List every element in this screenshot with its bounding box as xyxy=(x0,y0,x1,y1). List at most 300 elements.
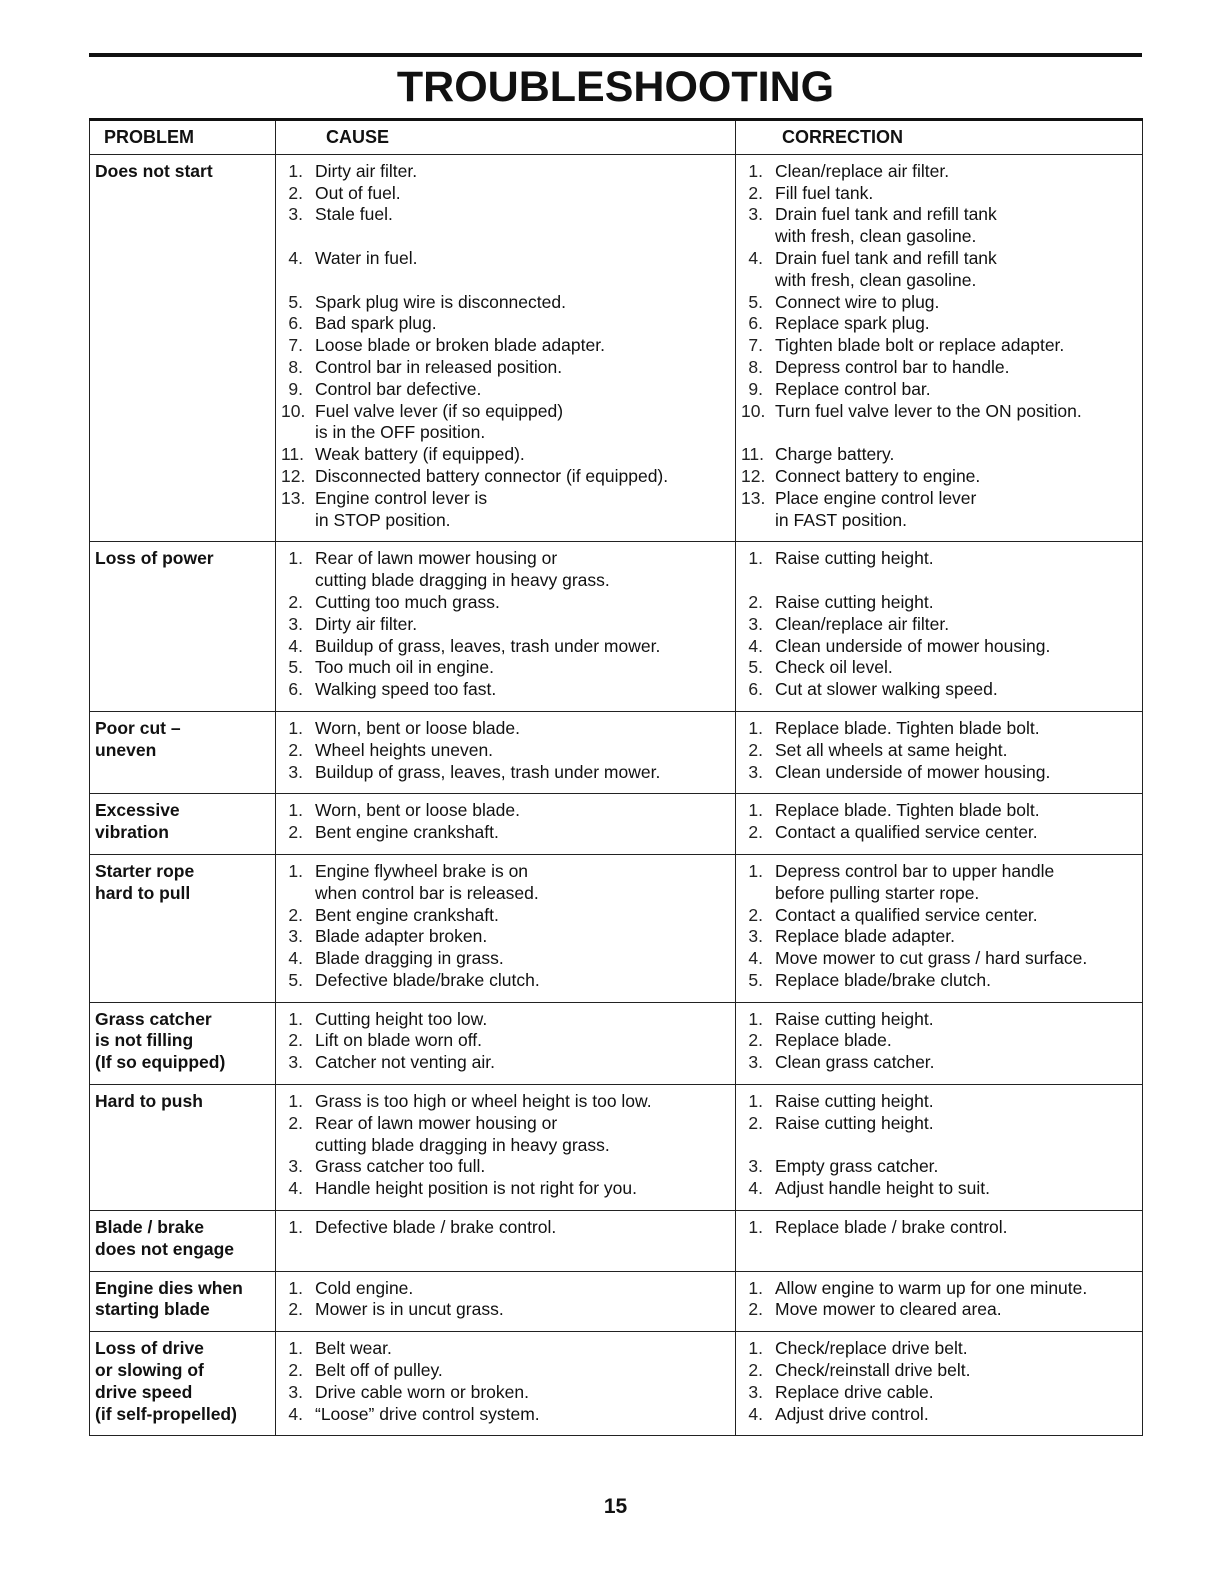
cause-text xyxy=(315,401,729,445)
cause-item xyxy=(281,592,729,614)
text-line: before pulling starter rope. xyxy=(775,882,980,903)
text-line: with fresh, clean gasoline. xyxy=(775,226,977,247)
correction-text xyxy=(775,614,1136,636)
text-line: Clean/replace air filter. xyxy=(775,613,950,634)
text-line: Empty grass catcher. xyxy=(775,1156,939,1177)
correction-item xyxy=(741,1052,1136,1074)
correction-text xyxy=(775,466,1136,488)
cause-list xyxy=(281,548,729,701)
item-number: 1. xyxy=(748,800,763,821)
cause-cell xyxy=(276,711,736,793)
item-number: 1. xyxy=(288,1277,303,1298)
table-row xyxy=(90,794,1143,855)
item-number: 1. xyxy=(288,548,303,569)
item-number: 2. xyxy=(748,1299,763,1320)
item-number: 13. xyxy=(741,487,766,508)
cause-item xyxy=(281,1338,729,1360)
text-line: Raise cutting height. xyxy=(775,1112,934,1133)
text-line: Spark plug wire is disconnected. xyxy=(315,291,566,312)
cause-text xyxy=(315,488,729,532)
text-line: Engine flywheel brake is on xyxy=(315,860,529,881)
cause-text xyxy=(315,762,729,784)
text-line: Cutting too much grass. xyxy=(315,591,500,612)
correction-text xyxy=(775,592,1136,614)
item-number: 5. xyxy=(748,657,763,678)
cause-text xyxy=(315,161,729,183)
correction-item xyxy=(741,161,1136,183)
problem-line: hard to pull xyxy=(95,882,191,903)
item-number: 10. xyxy=(741,400,766,421)
page-title: TROUBLESHOOTING xyxy=(396,63,835,111)
item-number: 6. xyxy=(288,679,303,700)
problem-cell xyxy=(90,854,276,1002)
text-line: Engine control lever is xyxy=(315,487,488,508)
cause-list xyxy=(281,1338,729,1425)
item-number: 1. xyxy=(288,1338,303,1359)
problem-line: (if self-propelled) xyxy=(95,1403,237,1424)
text-line: Catcher not venting air. xyxy=(315,1052,495,1073)
item-number: 3. xyxy=(748,761,763,782)
correction-item xyxy=(741,1009,1136,1031)
correction-text xyxy=(775,926,1136,948)
item-number: 8. xyxy=(288,356,303,377)
item-number: 12. xyxy=(741,465,766,486)
text-line: Cut at slower walking speed. xyxy=(775,679,998,700)
problem-line: Hard to push xyxy=(95,1091,203,1112)
problem-line: Grass catcher xyxy=(95,1008,212,1029)
correction-list xyxy=(741,161,1136,532)
cause-item xyxy=(281,1404,729,1426)
text-line: Water in fuel. xyxy=(315,247,418,268)
cause-list xyxy=(281,1217,729,1239)
table-row xyxy=(90,1271,1143,1332)
correction-cell xyxy=(736,854,1143,1002)
text-line: Adjust handle height to suit. xyxy=(775,1178,991,1199)
correction-item xyxy=(741,357,1136,379)
text-line: Buildup of grass, leaves, trash under mower. xyxy=(315,761,661,782)
text-line: Fuel valve lever (if so equipped) xyxy=(315,400,564,421)
cause-item xyxy=(281,926,729,948)
correction-item xyxy=(741,636,1136,658)
correction-text xyxy=(775,548,1136,592)
cause-text xyxy=(315,1404,729,1426)
item-number: 10. xyxy=(281,400,306,421)
item-number: 5. xyxy=(288,657,303,678)
correction-cell xyxy=(736,1002,1143,1084)
header-problem: PROBLEM xyxy=(90,120,276,155)
text-line: Disconnected battery connector (if equipped). xyxy=(315,465,669,486)
cause-item xyxy=(281,335,729,357)
problem-line: Engine dies when xyxy=(95,1277,243,1298)
item-number: 1. xyxy=(748,548,763,569)
cause-item xyxy=(281,762,729,784)
correction-item xyxy=(741,548,1136,592)
cause-text xyxy=(315,379,729,401)
item-number: 1. xyxy=(748,160,763,181)
cause-list xyxy=(281,800,729,844)
correction-item xyxy=(741,740,1136,762)
table-row xyxy=(90,542,1143,712)
text-line: Depress control bar to handle. xyxy=(775,356,1010,377)
table-row xyxy=(90,154,1143,542)
cause-text xyxy=(315,822,729,844)
correction-item xyxy=(741,800,1136,822)
cause-text xyxy=(315,204,729,248)
correction-text xyxy=(775,1338,1136,1360)
item-number: 1. xyxy=(748,1008,763,1029)
cause-item xyxy=(281,718,729,740)
correction-list xyxy=(741,861,1136,992)
cause-text xyxy=(315,1299,729,1321)
correction-text xyxy=(775,292,1136,314)
text-line xyxy=(315,226,729,248)
cause-cell xyxy=(276,1085,736,1211)
correction-item xyxy=(741,1360,1136,1382)
problem-label xyxy=(95,861,269,905)
text-line: Grass is too high or wheel height is too low. xyxy=(315,1091,652,1112)
text-line: Clean grass catcher. xyxy=(775,1052,935,1073)
text-line xyxy=(775,1135,1136,1157)
cause-text xyxy=(315,926,729,948)
cause-list xyxy=(281,1278,729,1322)
item-number: 8. xyxy=(748,356,763,377)
correction-item xyxy=(741,401,1136,445)
correction-item xyxy=(741,1178,1136,1200)
item-number: 1. xyxy=(748,1091,763,1112)
text-line: Tighten blade bolt or replace adapter. xyxy=(775,335,1065,356)
correction-text xyxy=(775,657,1136,679)
cause-text xyxy=(315,905,729,927)
cause-cell xyxy=(276,1211,736,1272)
item-number: 2. xyxy=(748,1112,763,1133)
item-number: 2. xyxy=(748,182,763,203)
item-number: 4. xyxy=(288,1178,303,1199)
cause-item xyxy=(281,905,729,927)
item-number: 5. xyxy=(288,969,303,990)
text-line: Drain fuel tank and refill tank xyxy=(775,204,997,225)
problem-cell xyxy=(90,1085,276,1211)
text-line: Defective blade/brake clutch. xyxy=(315,969,540,990)
cause-item xyxy=(281,614,729,636)
cause-item xyxy=(281,1178,729,1200)
correction-item xyxy=(741,1278,1136,1300)
item-number: 2. xyxy=(288,1360,303,1381)
cause-item xyxy=(281,740,729,762)
problem-line: Blade / brake xyxy=(95,1217,204,1238)
text-line: Check/replace drive belt. xyxy=(775,1338,968,1359)
cause-item xyxy=(281,970,729,992)
correction-text xyxy=(775,1299,1136,1321)
problem-label xyxy=(95,1338,269,1425)
text-line: Worn, bent or loose blade. xyxy=(315,800,520,821)
correction-cell xyxy=(736,1085,1143,1211)
text-line: Blade dragging in grass. xyxy=(315,948,504,969)
text-line: Loose blade or broken blade adapter. xyxy=(315,335,605,356)
problem-line: Starter rope xyxy=(95,860,195,881)
text-line: Connect battery to engine. xyxy=(775,465,981,486)
text-line: cutting blade dragging in heavy grass. xyxy=(315,570,610,591)
problem-line: starting blade xyxy=(95,1299,210,1320)
correction-item xyxy=(741,657,1136,679)
text-line: Place engine control lever xyxy=(775,487,977,508)
text-line: Rear of lawn mower housing or xyxy=(315,1112,558,1133)
correction-text xyxy=(775,1360,1136,1382)
cause-text xyxy=(315,948,729,970)
correction-item xyxy=(741,718,1136,740)
item-number: 2. xyxy=(748,739,763,760)
problem-line: or slowing of xyxy=(95,1360,204,1381)
text-line: Rear of lawn mower housing or xyxy=(315,548,558,569)
cause-list xyxy=(281,161,729,532)
item-number: 3. xyxy=(748,926,763,947)
correction-cell xyxy=(736,154,1143,542)
header-cause: CAUSE xyxy=(276,120,736,155)
correction-text xyxy=(775,1052,1136,1074)
correction-item xyxy=(741,861,1136,905)
item-number: 3. xyxy=(288,613,303,634)
correction-item xyxy=(741,614,1136,636)
correction-list xyxy=(741,1217,1136,1239)
cause-text xyxy=(315,183,729,205)
problem-line: does not engage xyxy=(95,1238,235,1259)
item-number: 3. xyxy=(288,1381,303,1402)
problem-cell xyxy=(90,1271,276,1332)
correction-cell xyxy=(736,794,1143,855)
cause-text xyxy=(315,292,729,314)
correction-text xyxy=(775,161,1136,183)
correction-item xyxy=(741,335,1136,357)
correction-item xyxy=(741,905,1136,927)
text-line: Adjust drive control. xyxy=(775,1403,929,1424)
correction-text xyxy=(775,1030,1136,1052)
item-number: 1. xyxy=(288,717,303,738)
correction-list xyxy=(741,1278,1136,1322)
text-line: Mower is in uncut grass. xyxy=(315,1299,504,1320)
correction-text xyxy=(775,444,1136,466)
text-line: Buildup of grass, leaves, trash under mower. xyxy=(315,635,661,656)
cause-text xyxy=(315,614,729,636)
item-number: 3. xyxy=(288,761,303,782)
text-line: Replace spark plug. xyxy=(775,313,930,334)
problem-cell xyxy=(90,711,276,793)
cause-list xyxy=(281,718,729,783)
item-number: 4. xyxy=(288,1403,303,1424)
problem-line: Loss of drive xyxy=(95,1338,204,1359)
problem-cell xyxy=(90,542,276,712)
text-line: Contact a qualified service center. xyxy=(775,904,1038,925)
correction-item xyxy=(741,1156,1136,1178)
text-line: Walking speed too fast. xyxy=(315,679,497,700)
text-line: Replace blade. xyxy=(775,1030,892,1051)
item-number: 11. xyxy=(281,444,305,465)
text-line: Replace blade/brake clutch. xyxy=(775,969,991,990)
correction-text xyxy=(775,905,1136,927)
problem-label xyxy=(95,718,269,762)
cause-text xyxy=(315,1382,729,1404)
item-number: 6. xyxy=(748,313,763,334)
cause-text xyxy=(315,679,729,701)
text-line: Weak battery (if equipped). xyxy=(315,444,525,465)
correction-text xyxy=(775,204,1136,248)
problem-label xyxy=(95,161,269,183)
table-row xyxy=(90,711,1143,793)
item-number: 4. xyxy=(748,247,763,268)
cause-item xyxy=(281,466,729,488)
cause-item xyxy=(281,800,729,822)
cause-text xyxy=(315,1052,729,1074)
text-line: Replace blade. Tighten blade bolt. xyxy=(775,800,1040,821)
correction-item xyxy=(741,488,1136,532)
correction-text xyxy=(775,1404,1136,1426)
text-line: Control bar in released position. xyxy=(315,356,563,377)
cause-item xyxy=(281,1156,729,1178)
text-line: Bent engine crankshaft. xyxy=(315,904,499,925)
item-number: 4. xyxy=(288,635,303,656)
item-number: 4. xyxy=(748,1403,763,1424)
text-line: in STOP position. xyxy=(315,509,451,530)
item-number: 2. xyxy=(748,904,763,925)
text-line: Cutting height too low. xyxy=(315,1008,488,1029)
problem-cell xyxy=(90,1332,276,1436)
item-number: 1. xyxy=(748,1338,763,1359)
cause-item xyxy=(281,1030,729,1052)
text-line: Replace drive cable. xyxy=(775,1381,934,1402)
cause-item xyxy=(281,1113,729,1157)
text-line: is in the OFF position. xyxy=(315,422,486,443)
correction-text xyxy=(775,1278,1136,1300)
correction-item xyxy=(741,1113,1136,1157)
header-correction: CORRECTION xyxy=(736,120,1143,155)
item-number: 2. xyxy=(288,822,303,843)
correction-text xyxy=(775,861,1136,905)
text-line: with fresh, clean gasoline. xyxy=(775,269,977,290)
text-line: Too much oil in engine. xyxy=(315,657,494,678)
correction-text xyxy=(775,740,1136,762)
problem-label xyxy=(95,1009,269,1074)
cause-text xyxy=(315,1278,729,1300)
cause-cell xyxy=(276,1271,736,1332)
correction-text xyxy=(775,800,1136,822)
item-number: 1. xyxy=(288,800,303,821)
item-number: 4. xyxy=(748,948,763,969)
item-number: 4. xyxy=(748,635,763,656)
cause-cell xyxy=(276,794,736,855)
cause-text xyxy=(315,657,729,679)
text-line: Cold engine. xyxy=(315,1277,414,1298)
item-number: 1. xyxy=(288,160,303,181)
text-line: Replace blade adapter. xyxy=(775,926,955,947)
cause-item xyxy=(281,1360,729,1382)
cause-item xyxy=(281,948,729,970)
item-number: 2. xyxy=(288,1030,303,1051)
text-line: Worn, bent or loose blade. xyxy=(315,717,520,738)
cause-item xyxy=(281,444,729,466)
text-line: Depress control bar to upper handle xyxy=(775,860,1055,881)
item-number: 7. xyxy=(748,335,763,356)
text-line: Bent engine crankshaft. xyxy=(315,822,499,843)
table-row xyxy=(90,1002,1143,1084)
problem-cell xyxy=(90,154,276,542)
cause-text xyxy=(315,335,729,357)
correction-text xyxy=(775,335,1136,357)
text-line: Lift on blade worn off. xyxy=(315,1030,483,1051)
correction-text xyxy=(775,822,1136,844)
item-number: 1. xyxy=(288,1217,303,1238)
correction-cell xyxy=(736,542,1143,712)
text-line: Stale fuel. xyxy=(315,204,393,225)
item-number: 11. xyxy=(741,444,765,465)
cause-text xyxy=(315,1338,729,1360)
correction-cell xyxy=(736,711,1143,793)
problem-line: Does not start xyxy=(95,160,213,181)
table-row xyxy=(90,854,1143,1002)
cause-text xyxy=(315,444,729,466)
text-line: Replace control bar. xyxy=(775,378,931,399)
item-number: 2. xyxy=(288,1299,303,1320)
cause-item xyxy=(281,248,729,292)
correction-item xyxy=(741,679,1136,701)
correction-text xyxy=(775,762,1136,784)
correction-list xyxy=(741,800,1136,844)
cause-item xyxy=(281,822,729,844)
cause-item xyxy=(281,548,729,592)
cause-text xyxy=(315,548,729,592)
cause-text xyxy=(315,636,729,658)
cause-text xyxy=(315,1113,729,1157)
text-line: Move mower to cut grass / hard surface. xyxy=(775,948,1088,969)
cause-cell xyxy=(276,1002,736,1084)
correction-item xyxy=(741,1338,1136,1360)
text-line: Dirty air filter. xyxy=(315,613,418,634)
cause-item xyxy=(281,161,729,183)
correction-text xyxy=(775,313,1136,335)
cause-item xyxy=(281,488,729,532)
cause-text xyxy=(315,1156,729,1178)
item-number: 4. xyxy=(748,1178,763,1199)
correction-text xyxy=(775,183,1136,205)
item-number: 9. xyxy=(288,378,303,399)
item-number: 1. xyxy=(288,1008,303,1029)
problem-line: Excessive xyxy=(95,800,180,821)
correction-text xyxy=(775,488,1136,532)
cause-cell xyxy=(276,154,736,542)
text-line: Replace blade / brake control. xyxy=(775,1217,1008,1238)
item-number: 6. xyxy=(288,313,303,334)
correction-item xyxy=(741,1217,1136,1239)
problem-cell xyxy=(90,1002,276,1084)
correction-list xyxy=(741,1338,1136,1425)
cause-text xyxy=(315,1030,729,1052)
text-line: Charge battery. xyxy=(775,444,895,465)
item-number: 3. xyxy=(288,204,303,225)
cause-item xyxy=(281,313,729,335)
item-number: 2. xyxy=(288,1112,303,1133)
problem-line: drive speed xyxy=(95,1381,193,1402)
text-line: Clean/replace air filter. xyxy=(775,160,950,181)
text-line: Check oil level. xyxy=(775,657,893,678)
correction-cell xyxy=(736,1271,1143,1332)
item-number: 3. xyxy=(748,1052,763,1073)
cause-item xyxy=(281,1052,729,1074)
item-number: 1. xyxy=(288,1091,303,1112)
item-number: 1. xyxy=(748,1217,763,1238)
cause-text xyxy=(315,466,729,488)
problem-label xyxy=(95,800,269,844)
item-number: 3. xyxy=(748,1381,763,1402)
cause-list xyxy=(281,1009,729,1074)
cause-text xyxy=(315,1091,729,1113)
item-number: 12. xyxy=(281,465,306,486)
